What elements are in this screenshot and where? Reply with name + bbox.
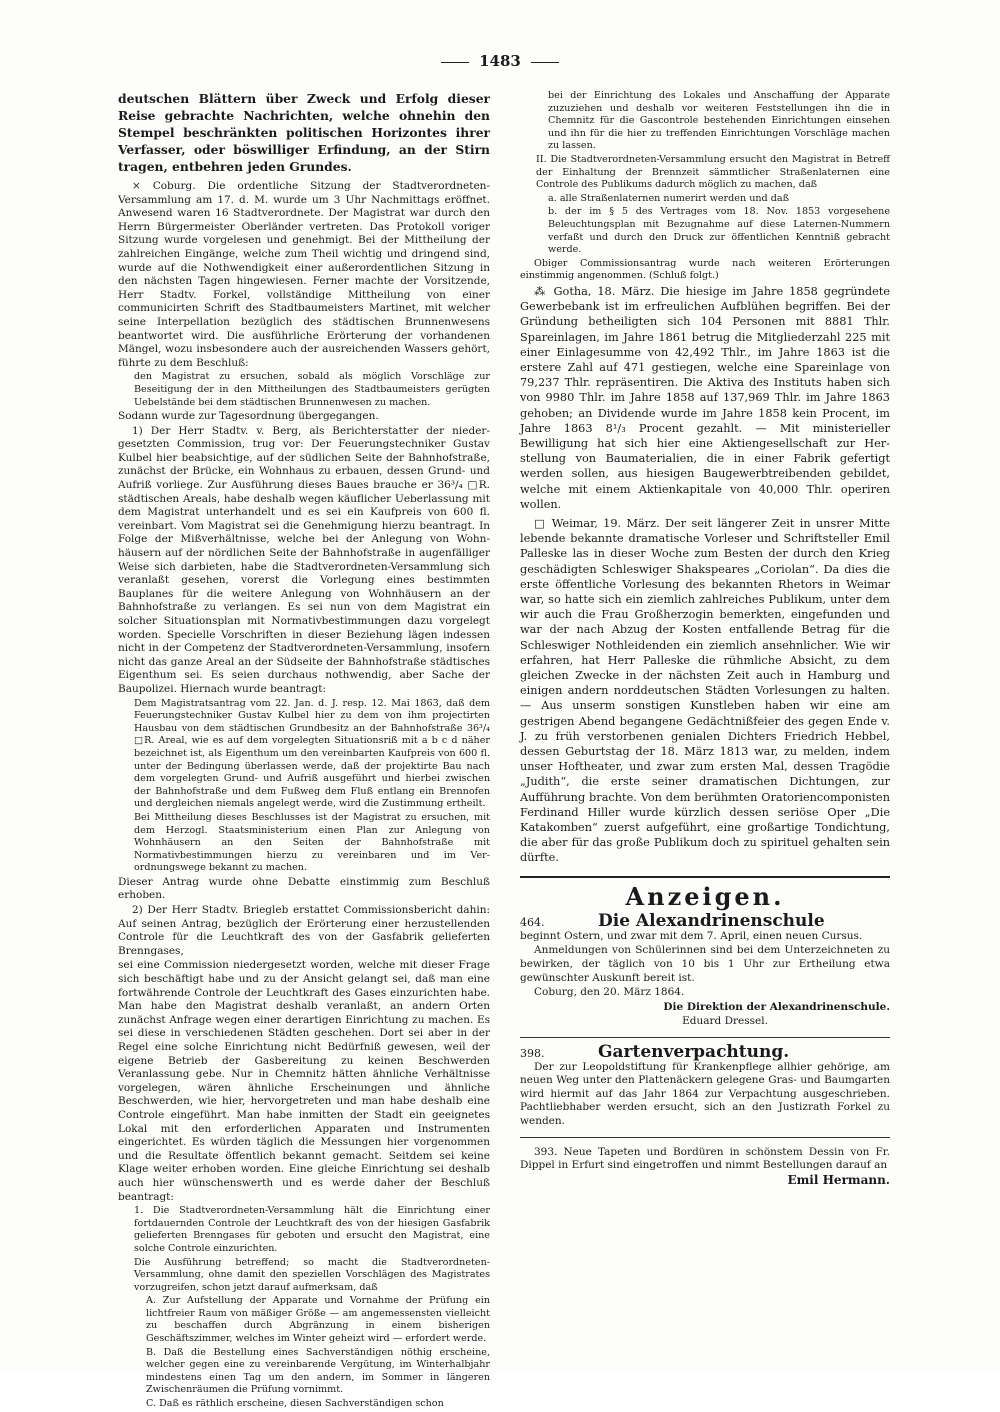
motion-item-b: B. Daß die Bestellung eines Sachverständigen nöthig erscheine, welcher gegen eine zu vereinbarende Vergütung, im Winterhalbjahr mindestens einen Tag um den andern, im Sommer in längeren Zwischenräumen die Prüfung vornimmt. (146, 1346, 490, 1396)
page-number: 1483 (479, 52, 521, 70)
ad-398-text: Der zur Leopoldstiftung für Krankenpflege allhier gehörige, am neuen Weg unter den Plattenäckern gelegene Gras- und Baumgarten wird hiermit auf das Jahr 1864 zur Verpachtung ausgeschrieben. Pachtliebhaber werden ersucht, sich an den Justizrath Forkel zu wenden. (520, 1060, 890, 1127)
berg-quote-2: Bei Mittheilung dieses Beschlusses ist der Magistrat zu ersuchen, mit dem Herzogl. Staatsministerium einen Plan zur Anlegung von Wohnhäusern an den Seiten der Bahnhofstraße mit Normativbestimmungen hierzu zu vereinbaren und im Verordnungswege bekannt zu machen. (134, 811, 490, 874)
ad-464-header (520, 911, 890, 932)
berg-report: 1) Der Herr Stadtv. v. Berg, als Berichterstatter der niedergesetzten Commission, trug vor: Der Feuerungstechniker Gustav Kulbel hier beabsichtige, auf der südlichen Seite der Bahnhofstraße, zunächst der Brücke, ein Wohnhaus zu erbauen, dessen Grund- und Aufriß vorliege. Zur Ausführung dieses Baues brauche er 36³/₄ □R. städtischen Areals, habe deshalb wegen käuflicher Ueberlassung mit dem Magistrat unterhandelt und es sei ein Kaufpreis von 600 fl. vereinbart. Vom Magistrat sei die Genehmigung hierzu beantragt. In Folge der Mißverhältnisse, welche bei der Anlegung von Wohnhäusern auf der nördlichen Seite der Bahnhofstraße in augenfälliger Weise sich darbieten, habe die Stadtverordneten-Versammlung sich veranlaßt gesehen, vorerst die Vorlegung eines bestimmten Bauplanes für die weitere Anlegung von Wohnhäusern an der Bahnhofstraße zu verlangen. Es sei nun von dem Magistrat ein solcher Situationsplan mit Normativbestimmungen dazu vorgelegt worden. Specielle Vorschriften in dieser Beziehung lägen indessen nicht in der Competenz der Stadtverordneten-Versammlung, insofern nicht das ganze Areal an der Südseite der Bahnhofstraße städtisches Eigenthum sei. Es seien durchaus nothwendig, aber Sache der Baupolizei. Hiernach wurde beantragt: (118, 424, 490, 695)
intro-paragraph: deutschen Blättern über Zweck und Erfolg dieser Reise gebrachte Nachrichten, welche ohnehin den Stempel beschränkten politischen Horizontes ihrer Verfasser, oder böswilliger Erfindung, an der Stirn tragen, entbehren jeden Grundes. (118, 91, 490, 174)
motion-ii-a: a. alle Straßenlaternen numerirt werden und daß (548, 192, 790, 204)
ad-464-number: 464. (520, 916, 545, 930)
weimar-article: □ Weimar, 19. März. Der seit längerer Zeit in unsrer Mitte lebende bekannte dramatische Vorleser und Schriftsteller Emil Palleske las in dieser Woche zum Besten der durch den Krieg geschädigten Schleswiger Shakspeares „Coriolan“. Da dies die erste öffentliche Vorlesung des bekannten Rhetors in Weimar war, so hatte sich ein ziemlich zahlreiches Publikum, unter dem wir auch die Frau Großherzogin bemerkten, eingefunden und war der nach Abzug der Kosten entfallende Betrag für die Schleswiger Nothleidenden ein ziemlich ansehnlicher. Wie wir erfahren, hat Herr Palleske die rühmliche Absicht, zu dem gleichen Zwecke in der nächsten Zeit auch in Hamburg und einigen andern norddeutschen Städten Vorlesungen zu halten. — Aus unserm sonstigen Kunstleben haben wir eine am gestrigen Abend begangene Gedächtnißfeier des gegen Ende v. J. zu früh verstorbenen genialen Dichters Friedrich Hebbel, dessen Geburtstag der 18. März 1813 war, zu melden, indem unser Hoftheater, und zwar zum ersten Mal, dessen Tragödie „Judith“, die erste seiner dramatischen Dichtungen, zur Aufführung brachte. Von dem berühmten Oratoriencomponisten Ferdinand Hiller wurde kürzlich dessen seriöse Oper „Die Katakomben“ zuerst aufgeführt, eine großartige Tondichtung, die aber für das große Publikum doch zu spirituel gehalten sein dürfte. (520, 516, 890, 865)
briegleb-report: 2) Der Herr Stadtv. Briegleb erstattet Commissionsbericht dahin: Auf seinen Antrag, bezüglich der Erörterung einer herzustellenden Controle für die Leuchtkraft des von der Gasfabrik gelieferten Brenngases, (118, 904, 490, 957)
ad-divider-1 (520, 1037, 890, 1038)
motion-item-1b: Die Ausführung betreffend; so macht die Stadtverordneten-Versammlung, ohne damit den speziellen Vorschlägen des Magistrates vorzugreifen, schon jetzt darauf aufmerksam, daß (134, 1256, 490, 1293)
ad-398-title: Gartenverpachtung. (598, 1041, 790, 1062)
ad-393-signature: Emil Hermann. (787, 1172, 890, 1187)
continuation-text: bei der Einrichtung des Lokales und Anschaffung der Apparate zuzuziehen und deshalb vor weiteren Feststellungen ihn die in Chemnitz für die Gascontrole bestehenden Einrichtungen einsehen und ihn für die hier zu treffenden Einrichtungen Vorschläge machen zu lassen. (548, 90, 890, 152)
ad-464-title: Die Alexandrinenschule (598, 911, 825, 932)
motion-item-c: C. Daß es räthlich erscheine, diesen Sachverständigen schon (146, 1398, 444, 1410)
right-column (520, 90, 890, 1188)
berg-quote: Dem Magistratsantrag vom 22. Jan. d. J. resp. 12. Mai 1863, daß dem Feuerungstechniker Gustav Kulbel hier zu dem von ihm projectirten Hausbau von dem städtischen Grundbesitz an der Bahnhofstraße 36³/₄ □R. Areal, wie es auf dem vorgelegten Situationsriß mit a b c d näher bezeichnet ist, als Eigenthum um den vereinbarten Kaufpreis von 600 fl. unter der Bedingung überlassen werde, daß der projektirte Bau nach dem vorgelegten Grund- und Aufriß ausgeführt und hierbei zwischen der Bahnhofstraße und dem Fußweg dem Fluß entlang ein Brennofen und dergleichen niemals angelegt werde, wird die Zustimmung ertheilt. (134, 697, 490, 810)
ad-464-date: Coburg, den 20. März 1864. (534, 986, 685, 999)
berg-after: Dieser Antrag wurde ohne Debatte einstimmig zum Beschluß erhoben. (118, 875, 490, 902)
briegleb-report-2: sei eine Commission niedergesetzt worden, welche mit dieser Frage sich beschäftigt habe und zu der Ansicht gelangt sei, daß man eine fortwährende Controle der Leuchtkraft des Gases einzurichten habe. Man habe den Magistrat deshalb veranlaßt, an andern Orten zunächst Anfrage wegen einer derartigen Einrichtung zu machen. Es sei diese in verschiedenen Städten geschehen. Dort sei aber in der Regel eine solche Einrichtung nicht Bedürfniß gewesen, weil der eigene Betrieb der Gasbereitung zu keinen Beschwerden Veranlassung gebe. Nur in Chemnitz hätten ähnliche Verhältnisse vorgelegen, wären ähnliche Erscheinungen und ähnliche Beschwerden, wie hier, hervorgetreten und man habe deshalb eine Controle eingeführt. Man habe inmitten der Stadt ein geeignetes Lokal mit den erforderlichen Apparaten und Instrumenten eingerichtet. Es würden täglich die Messungen hier vorgenommen und die Resultate öffentlich bekannt gemacht. Seitdem sei keine Klage weiter erhoben worden. Eine gleiche Einrichtung sei deshalb auch hier wünschenswerth und es werde daher der Beschluß beantragt: (118, 959, 490, 1203)
left-column (118, 90, 490, 1412)
motion-item-a: A. Zur Aufstellung der Apparate und Vornahme der Prüfung ein lichtfreier Raum von mäßiger Größe — am angemessensten vielleicht zu beschaffen durch Abgränzung in einem bisherigen Geschäftszimmer, welches im Winter geheizt wird — erfordert werde. (146, 1295, 490, 1345)
anzeigen-heading: Anzeigen. (625, 881, 785, 911)
ad-398-number: 398. (520, 1046, 545, 1060)
page-number-header (0, 52, 1000, 70)
ad-393-text: 393. Neue Tapeten und Bordüren in schönstem Dessin von Fr. Dippel in Erfurt sind eingetroffen und nimmt Bestellungen darauf an (520, 1145, 890, 1172)
coburg-quote: den Magistrat zu ersuchen, sobald als möglich Vorschläge zur Beseitigung der in den Mittheilungen des Stadtbaumeisters gerügten Uebelstände bei dem städtischen Brunnenwesen zu machen. (134, 371, 490, 408)
header-rule-left (441, 62, 469, 63)
section-rule (520, 876, 890, 878)
motion-ii-b: b. der im § 5 des Vertrages vom 18. Nov. 1853 vorgesehene Beleuchtungsplan mit Bezugnahme auf diese Laternen-Nummern verfaßt und durch den Druck zur öffentlichen Kenntniß gebracht werde. (548, 206, 890, 256)
header-rule-right (531, 62, 559, 63)
coburg-article: ⨯ Coburg. Die ordentliche Sitzung der Stadtverordneten-Versammlung am 17. d. M. wurde um 3 Uhr Nachmittags eröffnet. Anwesend waren 16 Stadtverordnete. Der Magistrat war durch den Herrn Bürgermeister Oberländer vertreten. Das Protokoll voriger Sitzung wurde vorgelesen und genehmigt. Bei der Mittheilung der zahlreichen Eingänge, welche zum Theil wichtig und dringend sind, wurde auf die Nothwendigkeit einer außerordentlichen Sitzung in den nächsten Tagen hingewiesen. Ferner machte der Vorsitzende, Herr Stadtv. Forkel, vollständige Mittheilung von einer communicirten Schrift des Stadtbaumeisters Martinet, mit welcher seine Interpellation bezüglich des städtischen Brunnenwesens beantwortet wird. Die ausführliche Erörterung der vorhandenen Mängel, wozu insbesondere auch der ausreichenden Wassers gehört, führte zu dem Beschluß: (118, 180, 490, 369)
coburg-after: Sodann wurde zur Tagesordnung übergegangen. (118, 410, 379, 423)
ad-398-header (520, 1041, 890, 1062)
gotha-article: ⁂ Gotha, 18. März. Die hiesige im Jahre 1858 gegründete Gewerbebank ist im erfreulichen Aufblühen begriffen. Bei der Gründung betheiligten sich 104 Personen mit 8881 Thlr. Spareinlagen, im Jahre 1861 betrug die Mitgliederzahl 225 mit einer Einlagesumme von 42,492 Thlr., im Jahre 1863 ist die erstere Zahl auf 471 gestiegen, welche eine Spareinlage von 79,237 Thlr. repräsentiren. Die Aktiva des Instituts haben sich von 9980 Thlr. im Jahre 1858 auf 137,969 Thlr. im Jahre 1863 gehoben; an Dividende wurde im Jahre 1858 kein Procent, im Jahre 1863 8¹/₃ Procent gezahlt. — Mit ministerieller Bewilligung hat sich hier eine Aktiengesellschaft zur Herstellung von Baumaterialien, die in einer Fabrik gefertigt werden sollen, aus hiesigen Baugewerbtreibenden gebildet, welche mit einem Aktienkapitale von 40,000 Thlr. operiren wollen. (520, 284, 890, 511)
motion-item-1: 1. Die Stadtverordneten-Versammlung hält die Einrichtung einer fortdauernden Controle der Leuchtkraft des von der hiesigen Gasfabrik gelieferten Brenngases für geboten und ersucht den Magistrat, eine solche Controle einzurichten. (134, 1205, 490, 1254)
ad-464-signature: Die Direktion der Alexandrinenschule. (663, 1000, 890, 1013)
motion-ii-end: Obiger Commissionsantrag wurde nach weiteren Erörterungen einstimmig angenommen. (Schluß folgt.) (520, 257, 890, 282)
ad-464-text: beginnt Ostern, und zwar mit dem 7. April, einen neuen Cursus. (520, 929, 863, 942)
ad-divider-2 (520, 1137, 890, 1138)
ad-464-signatory: Eduard Dressel. (682, 1015, 768, 1028)
motion-ii: II. Die Stadtverordneten-Versammlung ersucht den Magistrat in Betreff der Einhaltung der Brennzeit sämmtlicher Straßenlaternen eine Controle des Publikums dadurch möglich zu machen, daß (536, 153, 890, 191)
ad-464-text-2: Anmeldungen von Schülerinnen sind bei dem Unterzeichneten zu bewirken, der täglich von 10 bis 1 Uhr zur Ertheilung etwa gewünschter Auskunft bereit ist. (520, 944, 890, 984)
